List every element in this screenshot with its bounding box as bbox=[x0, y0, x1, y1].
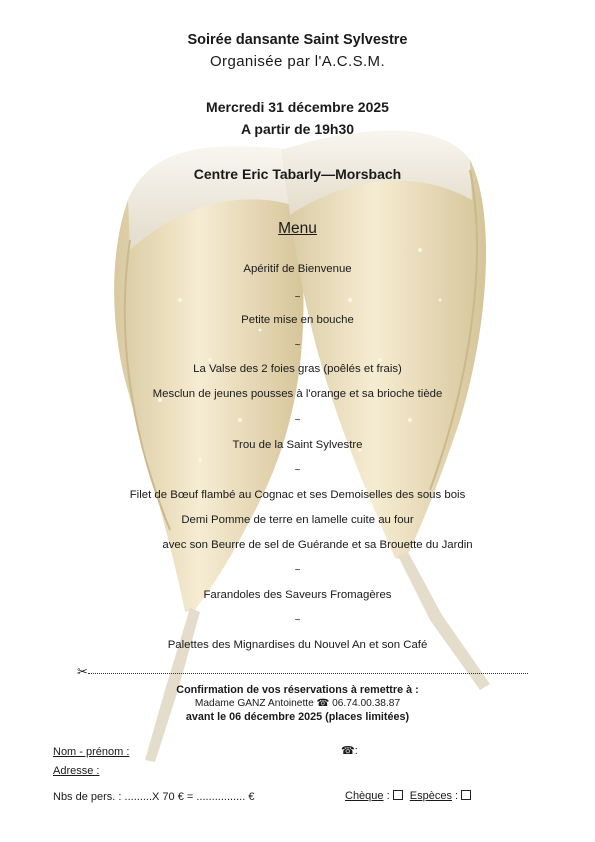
menu-separator: ~ bbox=[294, 465, 301, 476]
event-date: Mercredi 31 décembre 2025 bbox=[206, 99, 389, 115]
menu-item: Mesclun de jeunes pousses à l'orange et sa brioche tiède bbox=[152, 388, 443, 400]
name-label: Nom - prénom : bbox=[53, 746, 130, 758]
menu-item: Demi Pomme de terre en lamelle cuite au four bbox=[181, 514, 414, 526]
menu-item: avec son Beurre de sel de Guérande et sa Brouette du Jardin bbox=[162, 539, 473, 551]
event-title: Soirée dansante Saint Sylvestre bbox=[187, 32, 408, 48]
phone-label: ☎: bbox=[341, 745, 358, 757]
organizer: Organisée par l'A.C.S.M. bbox=[209, 53, 386, 70]
menu-item: Palettes des Mignardises du Nouvel An et son Café bbox=[167, 639, 428, 651]
especes-label: Espèces bbox=[409, 790, 452, 802]
payment-options bbox=[345, 790, 471, 802]
menu-item: La Valse des 2 foies gras (poêlés et frais) bbox=[193, 363, 402, 375]
menu-separator: ~ bbox=[294, 565, 301, 576]
menu-item: Trou de la Saint Sylvestre bbox=[232, 439, 363, 451]
persons-label: Nbs de pers. : .........X 70 € = ................ € bbox=[53, 791, 255, 803]
menu-separator: ~ bbox=[294, 615, 301, 626]
cheque-colon: : bbox=[383, 790, 393, 802]
especes-colon: : bbox=[451, 790, 462, 802]
menu-item: Farandoles des Saveurs Fromagères bbox=[203, 589, 392, 601]
menu-separator: ~ bbox=[294, 292, 301, 303]
scissors-icon: ✂ bbox=[77, 664, 88, 679]
menu-item: Petite mise en bouche bbox=[241, 314, 354, 326]
contact-text: Madame GANZ Antoinette ☎ 06.74.00.38.87 bbox=[194, 698, 401, 709]
event-time: A partir de 19h30 bbox=[240, 121, 355, 137]
cheque-checkbox[interactable] bbox=[393, 790, 403, 800]
menu-separator: ~ bbox=[294, 340, 301, 351]
menu-item: Filet de Bœuf flambé au Cognac et ses Demoiselles des sous bois bbox=[129, 489, 466, 501]
deadline-text: avant le 06 décembre 2025 (places limitées) bbox=[185, 711, 410, 723]
menu-title: Menu bbox=[278, 220, 317, 237]
confirmation-text: Confirmation de vos réservations à remettre à : bbox=[176, 684, 419, 696]
menu-separator: ~ bbox=[294, 415, 301, 426]
especes-checkbox[interactable] bbox=[461, 790, 471, 800]
cheque-label: Chèque bbox=[345, 790, 384, 802]
menu-item: Apéritif de Bienvenue bbox=[243, 263, 352, 275]
venue: Centre Eric Tabarly—Morsbach bbox=[193, 166, 402, 182]
address-label: Adresse : bbox=[53, 765, 100, 777]
cut-line bbox=[88, 673, 528, 674]
